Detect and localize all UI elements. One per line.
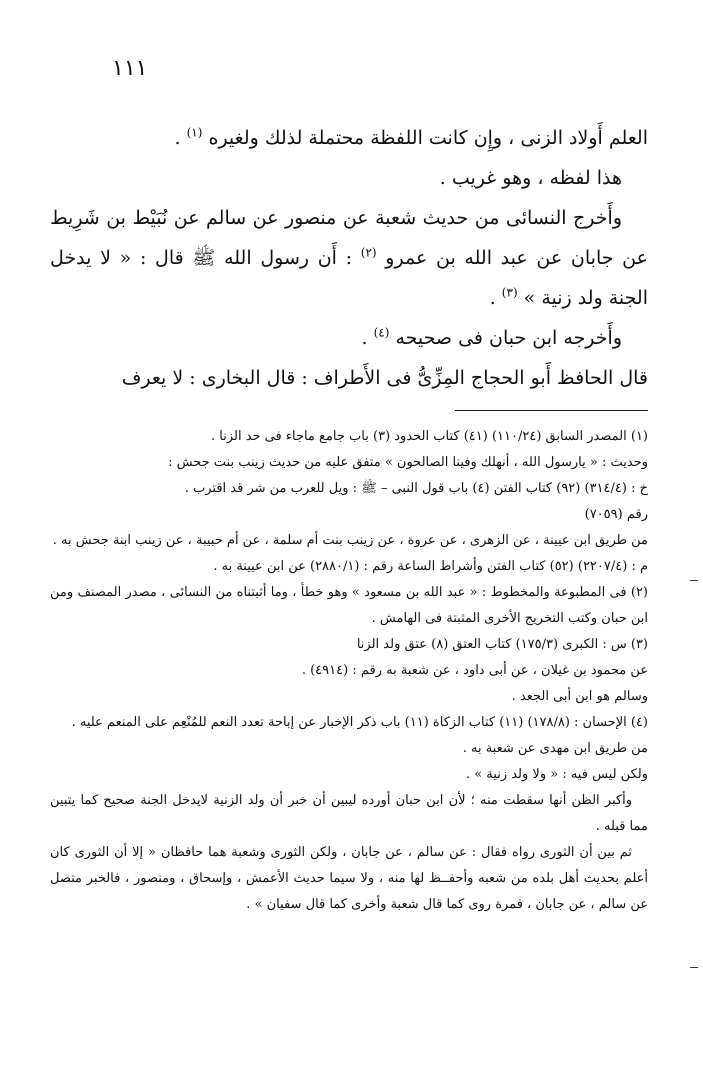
footnote-ref-3: (٣) — [501, 285, 518, 300]
margin-mark — [690, 580, 698, 581]
footnote-line: عن محمود بن غيلان ، عن أبى داود ، عن شعبة به رقم : (٤٩١٤) . — [301, 663, 648, 678]
paragraph-2: هذا لفظه ، وهو غريب . — [439, 167, 622, 189]
footnote-ref-4: (٤) — [373, 325, 390, 340]
paragraph-1: العلم أَولاد الزنى ، وإِن كانت اللفظة محتملة لذلك ولغيره $^{(١)}$ . — [174, 125, 648, 149]
footnote-line: رقم (٧٠٥٩) — [584, 507, 648, 522]
paragraph-5: قال الحافظ أَبو الحجاج المِزِّىُّ فى الأَطراف : قال البخارى : لا يعرف — [121, 367, 648, 389]
footnote-ref-1: (١) — [186, 125, 203, 140]
footnote-line: من طريق ابن مهدى عن شعبة به . — [462, 741, 648, 756]
margin-mark — [690, 967, 698, 968]
footnote-line: (١) المصدر السابق (١١٠/٢٤) (٤١) كتاب الحدود (٣) باب جامع ماجاء فى حد الزنا . — [210, 429, 648, 444]
footnote-line: ولكن ليس فيه : « ولا ولد زنية » . — [465, 767, 648, 782]
page-number: ١١١ — [112, 56, 148, 81]
footnote-separator — [455, 410, 648, 411]
footnote-line: م : (٢٢٠٧/٤) (٥٢) كتاب الفتن وأشراط الساعة رقم : (٢٨٨٠/١) عن ابن عيينة به . — [213, 559, 648, 574]
footnote-line: من طريق ابن عيينة ، عن الزهرى ، عن عروة ، عن زينب بنت أم سلمة ، عن أم حبيبة ، عن زينب ابنة جحش به . — [52, 533, 648, 548]
footnote-line: وحديث : « يارسول الله ، أنهلك وفينا الصالحون » متفق عليه من حديث زينب بنت جحش : — [168, 455, 648, 470]
main-text — [50, 118, 648, 398]
footnote-line: وسالم هو ابن أبى الجعد . — [511, 689, 648, 704]
footnote-line: (٣) س : الكبرى (١٧٥/٣) كتاب العتق (٨) عتق ولد الزنا — [356, 637, 648, 652]
footnote-ref-2: (٢) — [360, 245, 377, 260]
footnote-line: خ : (٣١٤/٤) (٩٢) كتاب الفتن (٤) باب قول النبى – ﷺ : ويل للعرب من شر قد اقترب . — [184, 481, 648, 496]
footnote-line: وأكبر الظن أنها سقطت منه ؛ لأن ابن حبان أورده ليبين أن خبر أن ولد الزنية لايدخل الجنة صحيح كما يتبين مما قبله . — [50, 793, 648, 834]
footnotes — [50, 424, 648, 918]
paragraph-3: وأَخرج النسائى من حديث شعبة عن منصور عن سالم عن نُبَيْط بن شَرِيط عن جابان عن عبد الله بن عمرو $^{(٢)}$ : أَن رسول الله ﷺ قال : « لا يدخل الجنة ولد زنية » $^{(٣)}$ . — [50, 207, 648, 309]
footnote-line: ثم بين أن الثورى رواه فقال : عن سالم ، عن جابان ، ولكن الثورى وشعبة هما حافظان « إلا أن الثورى كان أعلم بحديث أهل بلده من شعبه وأحفــظ لها منه ، ولا سيما حديث الأعمش ، وإسحاق ، ومنصور ، فالخبر متصل عن سالم ، عن جابان ، فمرة روى كما قال شعبة وأخرى كما قال سفيان » . — [50, 845, 648, 912]
paragraph-4: وأَخرجه ابن حبان فى صحيحه $^{(٤)}$ . — [361, 325, 622, 349]
footnote-line: (٤) الإحسان : (١٧٨/٨) (١١) كتاب الزكاة (١١) باب ذكر الإخبار عن إباحة تعدد النعم للمُنْعِم على المنعم عليه . — [71, 715, 648, 730]
footnote-line: (٢) فى المطبوعة والمخطوط : « عبد الله بن مسعود » وهو خطأ ، وما أثبتناه من النسائى ، مصدر المصنف ومن ابن حبان وكتب التخريج الأخرى المثبتة فى الهامش . — [50, 585, 648, 626]
